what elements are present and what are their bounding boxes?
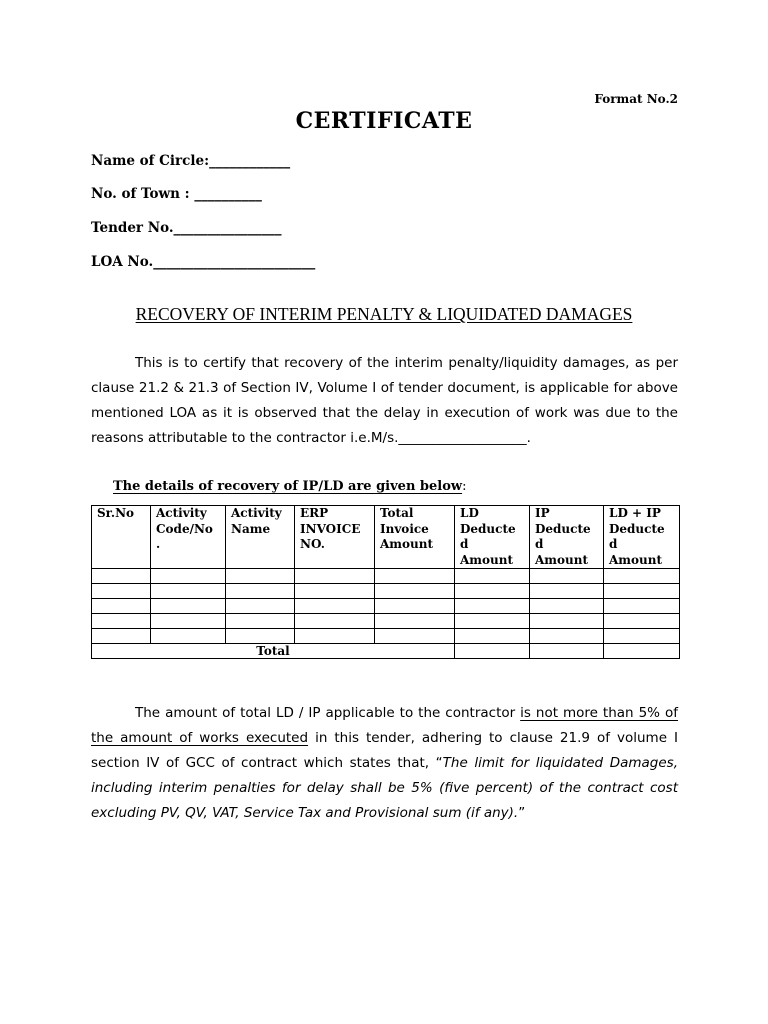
table-row — [92, 599, 680, 614]
tender-no-field: Tender No.________________ — [91, 220, 282, 236]
header-ld-ip-deducted-amount: LD + IP Deducte d Amount — [604, 506, 680, 569]
certification-text: This is to certify that recovery of the interim penalty/liquidity damages, as per clause 21.2 & 21.3 of Section IV, Volume I of tender document, is applicable for above mentioned LOA as it is observed that the delay in execution of work was due to the reasons attributable to the contractor i.e.M/s.___________________. — [91, 355, 678, 446]
limit-text-underlined: is not more than 5% of the amount of works executed — [91, 705, 678, 746]
name-of-circle-field: Name of Circle:____________ — [91, 153, 291, 169]
loa-no-field: LOA No.________________________ — [91, 254, 316, 270]
limit-text-quote: The limit for liquidated Damages, including interim penalties for delay shall be 5% (five percent) of the contract cost excluding PV, QV, VAT, Service Tax and Provisional sum (if any). — [91, 755, 678, 821]
table-row — [92, 584, 680, 599]
no-of-town-field: No. of Town : __________ — [91, 186, 262, 202]
header-ip-deducted-amount: IP Deducte d Amount — [530, 506, 604, 569]
section-subtitle: RECOVERY OF INTERIM PENALTY & LIQUIDATED DAMAGES — [135, 304, 633, 324]
details-heading-colon: : — [462, 479, 467, 494]
format-number: Format No.2 — [594, 92, 678, 106]
recovery-table — [91, 505, 680, 659]
header-sr-no: Sr.No — [92, 506, 151, 569]
header-activity-code: Activity Code/No . — [151, 506, 226, 569]
limit-text-part3: ” — [518, 805, 526, 821]
header-activity-name: Activity Name — [226, 506, 295, 569]
table-row — [92, 629, 680, 644]
page-title: CERTIFICATE — [295, 108, 473, 134]
limit-text-part1: The amount of total LD / IP applicable to the contractor — [135, 705, 521, 721]
table-header-row — [92, 506, 680, 569]
header-total-invoice-amount: Total Invoice Amount — [375, 506, 455, 569]
details-heading-text: The details of recovery of IP/LD are given below — [113, 479, 463, 494]
total-label: Total — [92, 644, 455, 659]
limit-paragraph — [91, 701, 678, 826]
table-row — [92, 614, 680, 629]
table-total-row — [92, 644, 680, 659]
header-erp-invoice-no: ERP INVOICE NO. — [295, 506, 375, 569]
header-ld-deducted-amount: LD Deducte d Amount — [455, 506, 530, 569]
certification-paragraph — [91, 351, 678, 451]
limit-text-part2: in this tender, adhering to clause 21.9 of volume I section IV of GCC of contract which states that, “ — [91, 730, 678, 771]
table-row — [92, 569, 680, 584]
details-heading — [113, 479, 466, 494]
